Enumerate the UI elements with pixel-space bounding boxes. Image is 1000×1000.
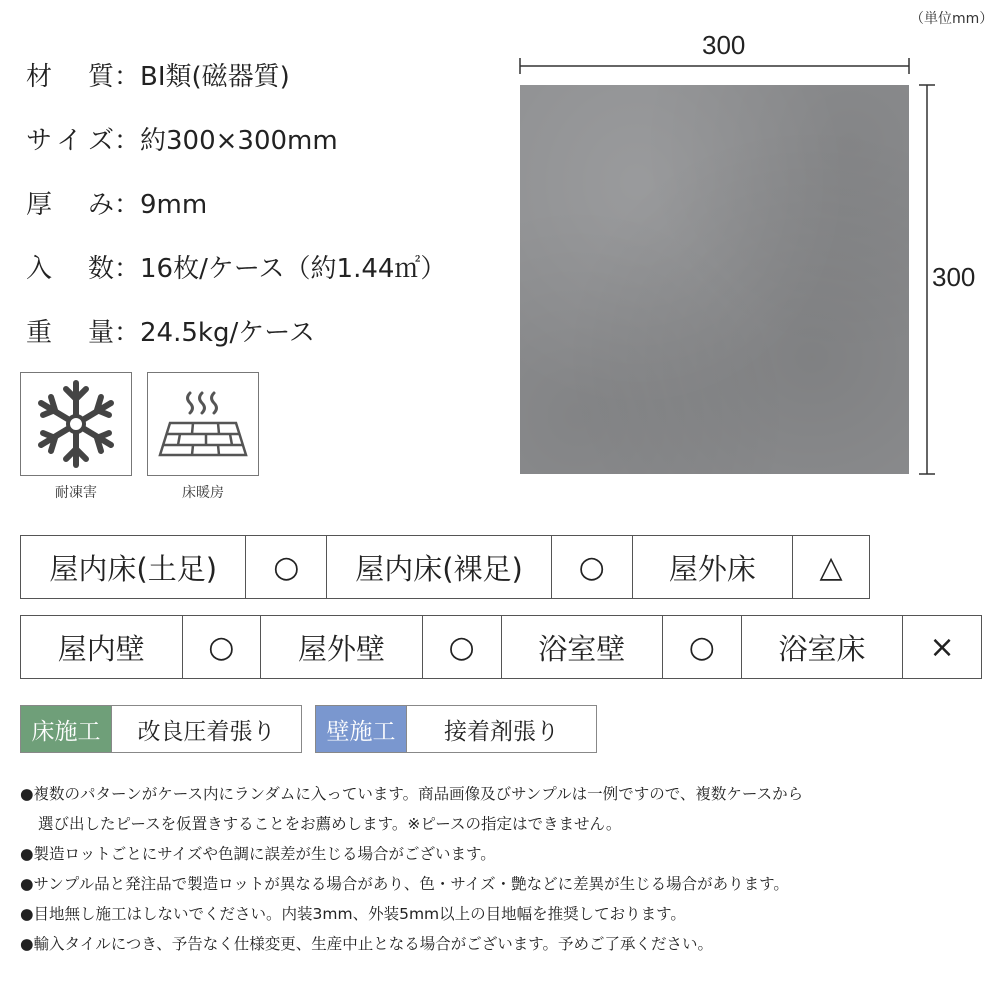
- height-dimension-label: 300: [932, 262, 976, 292]
- spec-colon: ：: [114, 62, 141, 92]
- spec-label: 厚み: [26, 190, 114, 220]
- spec-label: 重量: [26, 318, 114, 348]
- spec-colon: ：: [114, 190, 141, 220]
- notes-list: [20, 779, 990, 959]
- usage-label: 浴室床: [742, 616, 904, 678]
- note-item: [20, 929, 990, 959]
- usage-mark: △: [819, 549, 843, 585]
- unit-label: （単位mm）: [910, 11, 994, 27]
- note-text: ●輸入タイルにつき、予告なく仕様変更、生産中止となる場合がございます。予めご了承ください。: [20, 935, 714, 953]
- usage-label: 屋内壁: [21, 616, 183, 678]
- spec-value: 9mm: [140, 190, 208, 220]
- spec-value: 約300×300mm: [140, 126, 338, 156]
- width-dimension-label: 300: [702, 30, 746, 60]
- spec-value: BI類(磁器質): [140, 62, 290, 92]
- spec-value: 24.5kg/ケース: [140, 318, 315, 348]
- usage-mark: ○: [246, 536, 327, 598]
- usage-mark: ×: [929, 629, 955, 665]
- usage-label: 屋外床: [633, 536, 794, 598]
- spec-colon: ：: [114, 254, 141, 284]
- note-item: [20, 779, 990, 839]
- spec-label: サイズ: [26, 126, 114, 156]
- usage-mark: ○: [552, 536, 633, 598]
- icon-caption: 床暖房: [182, 485, 224, 501]
- usage-row-2: [20, 615, 982, 679]
- usage-label: 屋内床(土足): [21, 536, 246, 598]
- spec-label: 入数: [26, 254, 114, 284]
- wall-method-value: 接着剤張り: [406, 706, 596, 752]
- usage-row-1: [20, 535, 870, 599]
- note-item: [20, 899, 990, 929]
- spec-colon: ：: [114, 318, 141, 348]
- note-text: ●目地無し施工はしないでください。内装3mm、外装5mm以上の目地幅を推奨しております。: [20, 905, 686, 923]
- usage-label: 浴室壁: [502, 616, 664, 678]
- usage-label: 屋外壁: [261, 616, 423, 678]
- wall-method-tag: 壁施工: [316, 706, 406, 752]
- spec-value: 16枚/ケース（約1.44㎡）: [140, 254, 447, 284]
- usage-mark: ○: [183, 616, 262, 678]
- floor-method-tag: 床施工: [21, 706, 111, 752]
- floor-method-value: 改良圧着張り: [111, 706, 301, 752]
- note-text: ●複数のパターンがケース内にランダムに入っています。商品画像及びサンプルは一例ですので、複数ケースから: [20, 785, 804, 803]
- note-item: [20, 839, 990, 869]
- usage-label: 屋内床(裸足): [327, 536, 551, 598]
- note-item: [20, 869, 990, 899]
- usage-mark: ○: [663, 616, 742, 678]
- note-text: ●製造ロットごとにサイズや色調に誤差が生じる場合がございます。: [20, 845, 496, 863]
- tile-sample-image: [520, 85, 909, 474]
- spec-label: 材質: [26, 62, 114, 92]
- wall-method: [315, 705, 597, 753]
- note-text: ●サンプル品と発注品で製造ロットが異なる場合があり、色・サイズ・艶などに差異が生じる場合があります。: [20, 875, 789, 893]
- icon-caption: 耐凍害: [55, 485, 97, 501]
- usage-mark: ○: [423, 616, 502, 678]
- floor-method: [20, 705, 302, 753]
- spec-colon: ：: [114, 126, 141, 156]
- note-text-continued: 選び出したピースを仮置きすることをお薦めします。※ピースの指定はできません。: [38, 815, 622, 833]
